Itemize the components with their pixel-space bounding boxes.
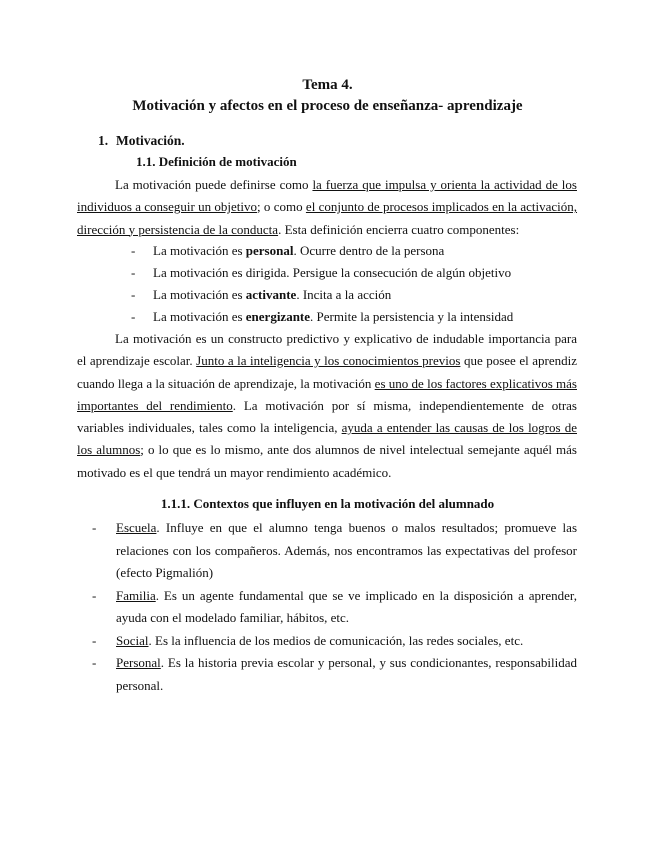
item-text: . Incita a la acción: [296, 287, 392, 302]
importance-paragraph: [77, 328, 577, 484]
item-bold: personal: [245, 243, 294, 258]
context-name: Escuela: [116, 520, 157, 535]
underlined-text: el conjunto de procesos implicados en la activación, dirección y persistencia de la conducta: [77, 199, 578, 237]
list-item: [92, 517, 577, 585]
list-dash: -: [92, 655, 97, 670]
item-text: La motivación es dirigida. Persigue la consecución de algún objetivo: [153, 265, 512, 280]
item-text: . Es un agente fundamental que se ve implicado en la disposición a aprender, ayuda con el modelado familiar, hábitos, etc.: [116, 587, 577, 625]
components-list: [131, 240, 513, 328]
section-title: Motivación.: [116, 133, 185, 148]
item-text: . Permite la persistencia y la intensidad: [310, 309, 514, 324]
text-run: . Esta definición encierra cuatro componentes:: [278, 221, 520, 237]
list-dash: -: [92, 520, 97, 535]
item-text: La motivación es: [153, 287, 246, 302]
subsection-heading: 1.1. Definición de motivación: [136, 154, 297, 169]
definition-paragraph: [77, 174, 577, 241]
list-dash: -: [131, 309, 136, 324]
underlined-text: es uno de los factores explicativos más importantes del rendimiento: [77, 375, 577, 413]
underlined-text: la fuerza que impulsa y orienta la actividad de los individuos a conseguir un objetivo: [77, 177, 577, 215]
list-item: [131, 262, 513, 284]
item-bold: activante: [245, 287, 297, 302]
document-title: Tema 4.: [302, 77, 353, 93]
item-text: . Es la influencia de los medios de comunicación, las redes sociales, etc.: [148, 632, 524, 648]
text-run: ; o como: [257, 199, 306, 215]
list-item: [92, 585, 577, 630]
text-run: que posee el aprendiz cuando llega a la situación de aprendizaje, la motivación: [77, 353, 577, 391]
context-name: Social: [116, 632, 149, 648]
document-subtitle: Motivación y afectos en el proceso de enseñanza- aprendizaje: [132, 98, 523, 114]
list-item: [92, 652, 577, 697]
subsubsection-heading: 1.1.1. Contextos que influyen en la motivación del alumnado: [160, 496, 495, 511]
section-number: 1.: [98, 133, 109, 148]
section-heading: [98, 133, 185, 149]
text-run: La motivación puede definirse como: [115, 177, 313, 192]
text-run: La motivación es un constructo predictivo y explicativo de indudable importancia para el aprendizaje escolar.: [77, 331, 577, 369]
underlined-text: ayuda a entender las causas de los logros de los alumnos: [77, 420, 577, 458]
list-item: [131, 240, 513, 262]
underlined-text: Junto a la inteligencia y los conocimientos previos: [196, 353, 461, 369]
context-name: Personal: [116, 655, 161, 670]
text-run: . La motivación por sí misma, independientemente de otras variables individuales, tales como la inteligencia,: [77, 397, 577, 436]
list-dash: -: [131, 243, 136, 258]
list-item: [131, 306, 513, 328]
list-dash: -: [92, 632, 97, 648]
item-text: . Es la historia previa escolar y personal, y sus condicionantes, responsabilidad personal.: [116, 655, 577, 693]
contexts-list: [92, 517, 577, 697]
item-text: La motivación es: [153, 309, 246, 324]
context-name: Familia: [116, 587, 156, 603]
item-text: . Influye en que el alumno tenga buenos o malos resultados; promueve las relaciones con los compañeros. Además, nos encontramos las expectativas del profesor (efecto Pigmalión): [116, 520, 577, 580]
list-dash: -: [131, 287, 136, 302]
item-text: La motivación es: [153, 243, 246, 258]
text-run: ; o lo que es lo mismo, ante dos alumnos de nivel intelectual semejante aquél más motivado es el que tendrá un mayor rendimiento académico.: [77, 442, 577, 480]
item-text: . Ocurre dentro de la persona: [293, 243, 445, 258]
list-item: [92, 630, 577, 653]
item-bold: energizante: [245, 309, 311, 324]
list-dash: -: [92, 587, 97, 603]
list-dash: -: [131, 265, 136, 280]
list-item: [131, 284, 513, 306]
